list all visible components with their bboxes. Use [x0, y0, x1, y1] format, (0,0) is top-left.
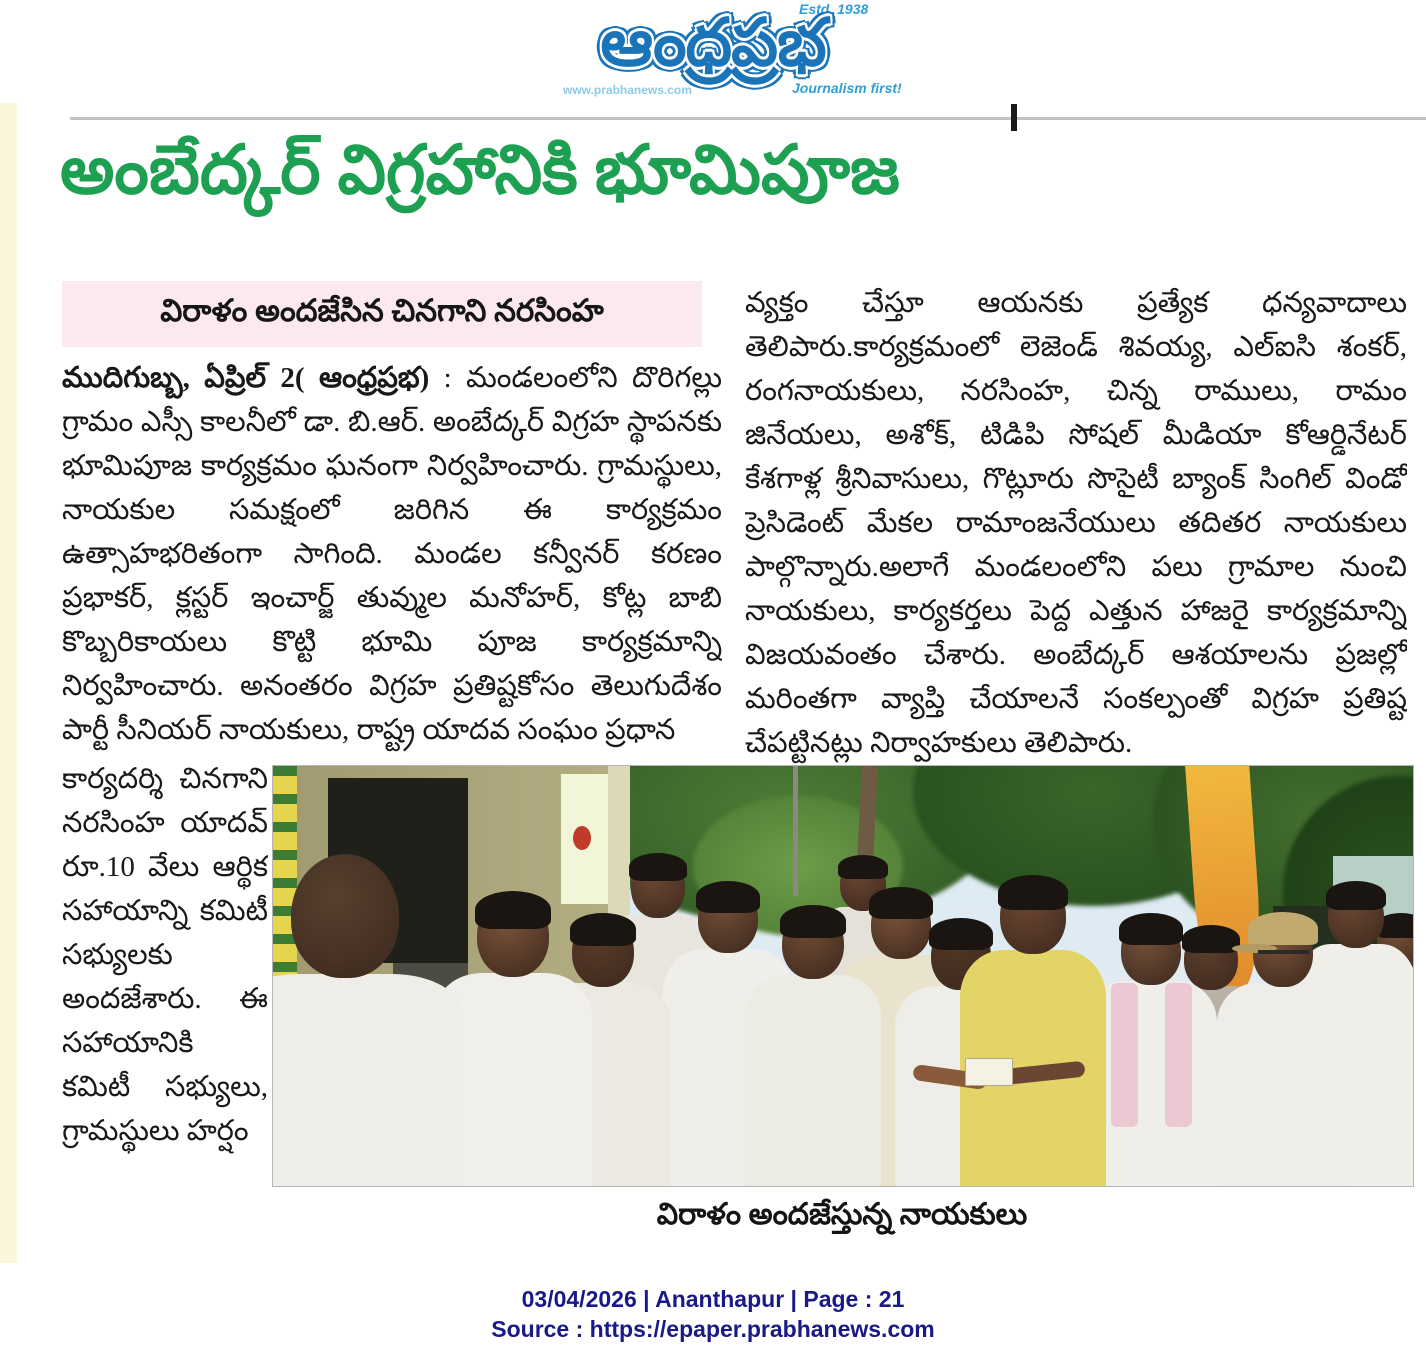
- dateline: ముదిగుబ్బ, ఏప్రిల్ 2( ఆంధ్రప్రభ): [62, 362, 430, 394]
- body-column-1: [62, 356, 722, 758]
- person-shirt: [1217, 983, 1349, 1186]
- person: [960, 878, 1105, 1186]
- dateline-separator: :: [429, 362, 467, 394]
- person-scarf: [1165, 983, 1192, 1127]
- person: [1217, 918, 1349, 1186]
- article-headline: అంబేద్కర్ విగ్రహానికి భూమిపూజ: [60, 132, 900, 208]
- person-hair: [1326, 881, 1386, 910]
- person-shirt: [745, 975, 881, 1186]
- body-column-narrow: కార్యదర్శి చినగాని నరసింహ యాదవ్ రూ.10 వేలు ఆర్థిక సహాయాన్ని కమిటీ సభ్యులకు అందజేశారు. ఈ సహాయానికి కమిటీ సభ్యులు, గ్రామస్థులు హర్షం: [62, 763, 268, 1147]
- newspaper-logo: ఆంధ్రప్రభ: [600, 7, 826, 80]
- masthead-tagline: Journalism first!: [792, 80, 902, 96]
- masthead-website-url: www.prabhanews.com: [563, 83, 692, 97]
- left-edge-strip: [0, 103, 17, 1263]
- person: [745, 908, 881, 1186]
- footer-meta: 03/04/2026 | Ananthapur | Page : 21: [521, 1286, 905, 1312]
- person-hair: [838, 855, 888, 879]
- utility-pole: [793, 766, 798, 896]
- doorway-detail: [573, 826, 591, 850]
- person-hair: [998, 875, 1068, 910]
- body-column-2: వ్యక్తం చేస్తూ ఆయనకు ప్రత్యేక ధన్యవాదాలు తెలిపారు.కార్యక్రమంలో లెజెండ్ శివయ్య, ఎల్ఐసి శంకర్, రంగనాయకులు, నరసింహ, చిన్న రాములు, రామం జినేయలు, అశోక్, టిడిపి సోషల్ మీడియా కోఆర్డినేటర్ కేశగాళ్ల శ్రీనివాసులు, గొట్లూరు సొసైటీ బ్యాంక్ సింగిల్ విండో ప్రెసిడెంట్ మేకల రామాంజనేయులు తదితర నాయకులు పాల్గొన్నారు.అలాగే మండలంలోని పలు గ్రామాల నుంచి నాయకులు, కార్యకర్తలు పెద్ద ఎత్తున హాజరై కార్యక్రమాన్ని విజయవంతం చేశారు. అంబేద్కర్ ఆశయాలను ప్రజల్లో మరింతగా వ్యాప్తి చేయాలనే సంకల్పంతో విగ్రహ ప్రతిష్ట చేపట్టినట్లు నిర్వాహకులు తెలిపారు.: [745, 287, 1407, 759]
- person-glasses: [1258, 950, 1309, 954]
- person-shirt: [272, 974, 464, 1186]
- donation-note: [965, 1058, 1013, 1086]
- person-scarf: [1111, 983, 1138, 1127]
- photo-caption: విరాళం అందజేస్తున్న నాయకులు: [656, 1198, 1028, 1231]
- article-subheadline: విరాళం అందజేసిన చినగాని నరసింహ: [62, 281, 702, 347]
- person-hair: [1119, 913, 1183, 945]
- footer-source: Source : https://epaper.prabhanews.com: [491, 1316, 935, 1342]
- person: [272, 854, 464, 1186]
- person-head: [291, 854, 399, 978]
- estd-text: Estd. 1938: [799, 1, 869, 17]
- masthead-divider-rule: [70, 117, 1426, 120]
- person-hair: [475, 891, 551, 929]
- article-photo: [272, 765, 1414, 1187]
- person-cap: [1248, 912, 1318, 945]
- body-text-1: మండలంలోని దొరిగల్లు గ్రామం ఎస్సీ కాలనీలో డా. బి.ఆర్. అంబేద్కర్ విగ్రహ స్థాపనకు భూమిపూజ కార్యక్రమం ఘనంగా నిర్వహించారు. గ్రామస్థులు, నాయకుల సమక్షంలో జరిగిన ఈ కార్యక్రమం ఉత్సాహభరితంగా సాగింది. మండల కన్వీనర్ కరణం ప్రభాకర్, క్లస్టర్ ఇంచార్జ్ తువ్ముల మనోహర్, కోట్ల బాబి కొబ్బరికాయలు కొట్టి భూమి పూజ కార్యక్రమాన్ని నిర్వహించారు. అనంతరం విగ్రహ ప్రతిష్టకోసం తెలుగుదేశం పార్టీ సీనియర్ నాయకులు, రాష్ట్ర యాదవ సంఘం ప్రధాన: [62, 362, 722, 746]
- footer: [0, 1284, 1426, 1344]
- person-hair: [629, 853, 687, 881]
- person-hair: [780, 905, 846, 938]
